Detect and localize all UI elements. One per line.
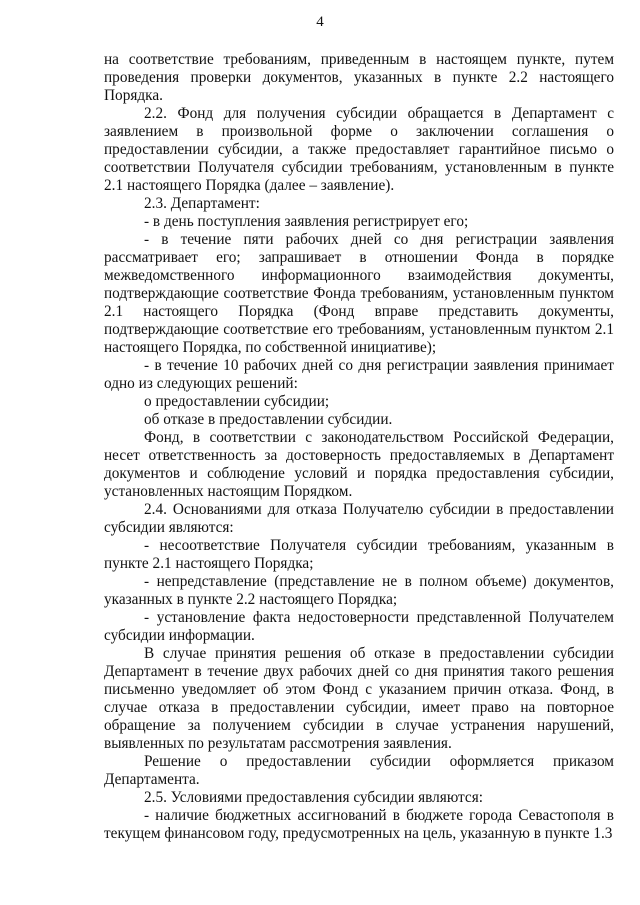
document-body: [104, 51, 614, 843]
list-item: об отказе в предоставлении субсидии.: [144, 411, 393, 428]
paragraph: 2.3. Департамент:: [144, 195, 260, 212]
list-item: - установление факта недостоверности представленной Получателем субсидии информации.: [104, 609, 614, 644]
list-item: - непредставление (представление не в полном объеме) документов, указанных в пункте 2.2 настоящего Порядка;: [104, 573, 614, 608]
list-item: - в течение 10 рабочих дней со дня регистрации заявления принимает одно из следующих решений:: [104, 357, 614, 392]
list-item: - несоответствие Получателя субсидии требованиям, указанным в пункте 2.1 настоящего Порядка;: [104, 537, 614, 572]
list-item: о предоставлении субсидии;: [144, 393, 330, 410]
list-item: - в день поступления заявления регистрирует его;: [144, 213, 469, 230]
paragraph: 2.5. Условиями предоставления субсидии являются:: [144, 789, 484, 806]
paragraph: Фонд, в соответствии с законодательством Российской Федерации, несет ответственность за достоверность предоставляемых в Департамент документов и соблюдение условий и порядка предоставления субсидии, установленных настоящим Порядком.: [104, 429, 614, 500]
paragraph: 2.4. Основаниями для отказа Получателю субсидии в предоставлении субсидии являются:: [104, 501, 614, 536]
page-number: 4: [316, 14, 324, 30]
paragraph: на соответствие требованиям, приведенным в настоящем пункте, путем проведения проверки документов, указанных в пункте 2.2 настоящего Порядка.: [104, 51, 614, 104]
paragraph: В случае принятия решения об отказе в предоставлении субсидии Департамент в течение двух рабочих дней со дня принятия такого решения письменно уведомляет об этом Фонд с указанием причин отказа. Фонд, в случае отказа в предоставлении субсидии, имеет право на повторное обращение за получением субсидии в случае устранения нарушений, выявленных по результатам рассмотрения заявления.: [104, 645, 614, 752]
list-item: - в течение пяти рабочих дней со дня регистрации заявления рассматривает его; запрашивает в отношении Фонда в порядке межведомственного информационного взаимодействия документы, подтверждающие соответствие Фонда требованиям, установленным пунктом 2.1 настоящего Порядка (Фонд вправе представить документы, подтверждающие соответствие его требованиям, установленным пунктом 2.1 настоящего Порядка, по собственной инициативе);: [104, 231, 614, 356]
paragraph: 2.2. Фонд для получения субсидии обращается в Департамент с заявлением в произвольной форме о заключении соглашения о предоставлении субсидии, а также предоставляет гарантийное письмо о соответствии Получателя субсидии требованиям, установленным в пункте 2.1 настоящего Порядка (далее – заявление).: [104, 105, 614, 194]
list-item: - наличие бюджетных ассигнований в бюджете города Севастополя в текущем финансовом году, предусмотренных на цель, указанную в пункте 1.3: [104, 807, 614, 842]
paragraph: Решение о предоставлении субсидии оформляется приказом Департамента.: [104, 753, 614, 788]
